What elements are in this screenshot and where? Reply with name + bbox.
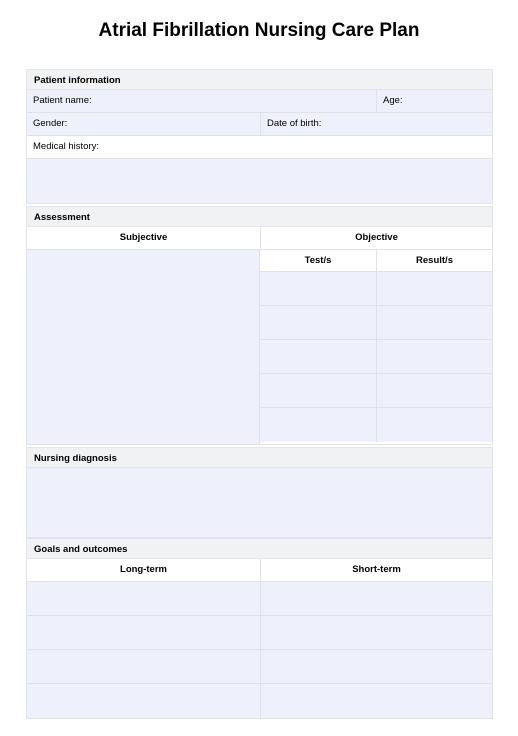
gender-dob-row <box>26 113 493 136</box>
test-field[interactable] <box>260 340 376 373</box>
patient-information-section <box>26 69 493 204</box>
objective-header-row <box>260 250 492 272</box>
medical-history-label: Medical history: <box>33 141 99 152</box>
nursing-diagnosis-heading: Nursing diagnosis <box>26 447 493 468</box>
short-term-field[interactable] <box>260 582 492 615</box>
age-label: Age: <box>383 95 403 106</box>
gender-label: Gender: <box>33 118 68 129</box>
subjective-header: Subjective <box>27 227 260 249</box>
medical-history-field[interactable] <box>27 159 492 203</box>
tests-header: Test/s <box>260 250 376 271</box>
objective-row <box>260 306 492 340</box>
short-term-field[interactable] <box>260 684 492 718</box>
subjective-field[interactable] <box>27 250 259 444</box>
result-field[interactable] <box>376 340 492 373</box>
goals-outcomes-heading: Goals and outcomes <box>26 538 493 559</box>
patient-information-heading: Patient information <box>26 69 493 90</box>
page-title: Atrial Fibrillation Nursing Care Plan <box>98 20 420 41</box>
long-term-field[interactable] <box>27 616 260 649</box>
short-term-header: Short-term <box>260 559 492 581</box>
assessment-body <box>26 250 493 445</box>
goals-outcomes-section <box>26 538 493 719</box>
test-field[interactable] <box>260 408 376 442</box>
goals-row <box>26 582 493 616</box>
assessment-heading: Assessment <box>26 206 493 227</box>
assessment-header-row <box>26 227 493 250</box>
goals-row <box>26 650 493 684</box>
objective-header: Objective <box>260 227 492 249</box>
goals-row <box>26 684 493 719</box>
gender-field[interactable] <box>27 113 260 135</box>
nursing-diagnosis-section <box>26 447 493 538</box>
objective-row <box>260 272 492 306</box>
result-field[interactable] <box>376 408 492 442</box>
patient-name-label: Patient name: <box>33 95 92 106</box>
long-term-header: Long-term <box>27 559 260 581</box>
objective-row <box>260 408 492 442</box>
assessment-section <box>26 206 493 445</box>
long-term-field[interactable] <box>27 650 260 683</box>
short-term-field[interactable] <box>260 616 492 649</box>
date-of-birth-label: Date of birth: <box>267 118 322 129</box>
goals-header-row <box>26 559 493 582</box>
medical-history-label-row <box>26 136 493 159</box>
patient-name-row <box>26 90 493 113</box>
patient-name-field[interactable] <box>27 90 376 112</box>
results-header: Result/s <box>376 250 492 271</box>
medical-history-label-cell <box>27 136 492 158</box>
goals-row <box>26 616 493 650</box>
result-field[interactable] <box>376 272 492 305</box>
medical-history-row <box>26 159 493 204</box>
date-of-birth-field[interactable] <box>260 113 492 135</box>
long-term-field[interactable] <box>27 582 260 615</box>
age-field[interactable] <box>376 90 492 112</box>
long-term-field[interactable] <box>27 684 260 718</box>
test-field[interactable] <box>260 306 376 339</box>
test-field[interactable] <box>260 374 376 407</box>
objective-row <box>260 374 492 408</box>
short-term-field[interactable] <box>260 650 492 683</box>
objective-table <box>259 250 492 444</box>
objective-row <box>260 340 492 374</box>
nursing-diagnosis-field[interactable] <box>27 468 492 537</box>
test-field[interactable] <box>260 272 376 305</box>
result-field[interactable] <box>376 306 492 339</box>
nursing-diagnosis-row <box>26 468 493 538</box>
result-field[interactable] <box>376 374 492 407</box>
